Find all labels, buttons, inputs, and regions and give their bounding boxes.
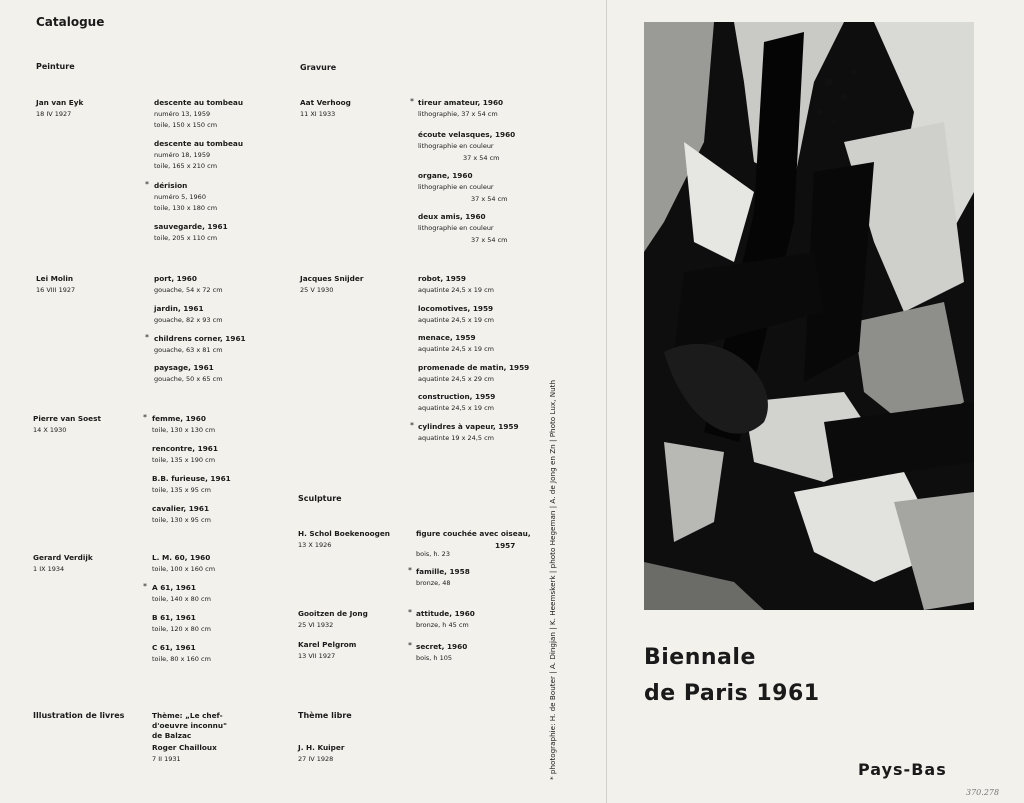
work-title: deux amis, 1960: [418, 212, 486, 221]
work-title: robot, 1959: [418, 274, 466, 283]
work-detail: gouache, 63 x 81 cm: [154, 346, 223, 354]
theme-line: d'oeuvre inconnu": [152, 721, 227, 730]
work-detail: gouache, 50 x 65 cm: [154, 375, 223, 383]
theme-libre-heading: Thème libre: [298, 711, 352, 720]
gravure-heading: Gravure: [300, 63, 337, 72]
artist-date: 16 VIII 1927: [36, 286, 76, 294]
work-detail: gouache, 54 x 72 cm: [154, 286, 223, 294]
work-title: descente au tombeau: [154, 98, 244, 107]
photo-asterisk: *: [145, 333, 149, 342]
artist-name: Jacques Snijder: [300, 274, 364, 283]
photo-asterisk: *: [143, 413, 147, 422]
work-title: C 61, 1961: [152, 643, 196, 652]
artist-date: 13 VII 1927: [298, 652, 336, 660]
work-detail: aquatinte 24,5 x 19 cm: [418, 345, 494, 353]
work-title: construction, 1959: [418, 392, 496, 401]
work-title: jardin, 1961: [154, 304, 204, 313]
work-detail: toile, 135 x 190 cm: [152, 456, 216, 464]
work-detail: aquatinte 24,5 x 19 cm: [418, 286, 494, 294]
artist-name: Pierre van Soest: [33, 414, 101, 423]
work-detail: bois, h. 23: [416, 550, 450, 558]
artist-date: 25 VI 1932: [298, 621, 334, 629]
work-title: rencontre, 1961: [152, 444, 218, 453]
work-title: promenade de matin, 1959: [418, 363, 530, 372]
cover-title-line1: Biennale: [644, 645, 756, 670]
photo-credits: * photographie: H. de Bouter | A. Dingjan | K. Heemskerk | photo Hegeman | A. de Jong en Zn | Photo Lux, Nuth: [548, 379, 557, 780]
work-detail: numéro 13, 1959: [154, 110, 211, 118]
work-detail: 37 x 54 cm: [463, 154, 500, 162]
work-title: L. M. 60, 1960: [152, 553, 211, 562]
theme-line: Thème: „Le chef-: [152, 711, 223, 720]
work-detail: lithographie en couleur: [418, 142, 494, 150]
work-detail: numéro 18, 1959: [154, 151, 211, 159]
work-title: cavalier, 1961: [152, 504, 210, 513]
work-detail: aquatinte 19 x 24,5 cm: [418, 434, 494, 442]
work-detail: numéro 5, 1960: [154, 193, 206, 201]
work-detail: toile, 130 x 180 cm: [154, 204, 218, 212]
abstract-artwork-image: [644, 22, 974, 610]
artist-date: 18 IV 1927: [36, 110, 72, 118]
work-detail: bronze, 48: [416, 579, 451, 587]
work-detail: aquatinte 24,5 x 19 cm: [418, 316, 494, 324]
work-detail: lithographie en couleur: [418, 183, 494, 191]
photo-asterisk: *: [410, 421, 414, 430]
artist-date: 11 XI 1933: [300, 110, 336, 118]
theme-line: de Balzac: [152, 731, 192, 740]
work-detail: bois, h 105: [416, 654, 453, 662]
artist-date: 7 II 1931: [152, 755, 181, 763]
work-detail: bronze, h 45 cm: [416, 621, 469, 629]
work-detail: toile, 150 x 150 cm: [154, 121, 218, 129]
work-detail: 37 x 54 cm: [471, 236, 508, 244]
work-detail: toile, 120 x 80 cm: [152, 625, 211, 633]
work-detail: gouache, 82 x 93 cm: [154, 316, 223, 324]
work-title: childrens corner, 1961: [154, 334, 246, 343]
artist-name: J. H. Kuiper: [298, 743, 345, 752]
page-fold: [606, 0, 607, 803]
work-title: attitude, 1960: [416, 609, 475, 618]
work-title: cylindres à vapeur, 1959: [418, 422, 519, 431]
inventory-number: 370.278: [966, 788, 1000, 797]
artist-name: Jan van Eyk: [36, 98, 84, 107]
artist-date: 1 IX 1934: [33, 565, 65, 573]
illustration-heading: Illustration de livres: [33, 711, 125, 720]
artist-date: 27 IV 1928: [298, 755, 334, 763]
work-title: famille, 1958: [416, 567, 470, 576]
work-detail: toile, 100 x 160 cm: [152, 565, 216, 573]
work-detail: toile, 130 x 95 cm: [152, 516, 211, 524]
artist-name: Karel Pelgrom: [298, 640, 357, 649]
artist-date: 13 X 1926: [298, 541, 332, 549]
work-detail: toile, 205 x 110 cm: [154, 234, 218, 242]
work-title: B.B. furieuse, 1961: [152, 474, 231, 483]
work-detail: lithographie, 37 x 54 cm: [418, 110, 498, 118]
catalogue-heading: Catalogue: [36, 15, 105, 29]
photo-asterisk: *: [410, 97, 414, 106]
artist-name: Gerard Verdijk: [33, 553, 93, 562]
artist-name: Lei Molin: [36, 274, 74, 283]
work-title: paysage, 1961: [154, 363, 214, 372]
work-title: menace, 1959: [418, 333, 476, 342]
work-title: figure couchée avec oiseau,: [416, 529, 531, 538]
photo-asterisk: *: [145, 180, 149, 189]
work-title: B 61, 1961: [152, 613, 196, 622]
work-detail: toile, 165 x 210 cm: [154, 162, 218, 170]
work-title: sauvegarde, 1961: [154, 222, 228, 231]
artist-name: H. Schol Boekenoogen: [298, 529, 390, 538]
photo-asterisk: *: [408, 608, 412, 617]
photo-asterisk: *: [408, 641, 412, 650]
artist-name: Gooitzen de Jong: [298, 609, 368, 618]
cover-country: Pays-Bas: [858, 760, 947, 779]
work-title: A 61, 1961: [152, 583, 196, 592]
work-detail: toile, 135 x 95 cm: [152, 486, 211, 494]
photo-asterisk: *: [408, 566, 412, 575]
work-title: dérision: [154, 181, 188, 190]
work-title: tireur amateur, 1960: [418, 98, 504, 107]
artist-name: Aat Verhoog: [300, 98, 351, 107]
work-title: secret, 1960: [416, 642, 468, 651]
photo-asterisk: *: [143, 582, 147, 591]
work-title: locomotives, 1959: [418, 304, 494, 313]
work-detail: toile, 140 x 80 cm: [152, 595, 211, 603]
work-title: organe, 1960: [418, 171, 473, 180]
work-detail: toile, 80 x 160 cm: [152, 655, 211, 663]
work-detail: aquatinte 24,5 x 29 cm: [418, 375, 494, 383]
work-detail: lithographie en couleur: [418, 224, 494, 232]
work-title: femme, 1960: [152, 414, 206, 423]
work-title: descente au tombeau: [154, 139, 244, 148]
peinture-heading: Peinture: [36, 62, 75, 71]
work-title: écoute velasques, 1960: [418, 130, 516, 139]
work-detail: 37 x 54 cm: [471, 195, 508, 203]
work-title: 1957: [495, 541, 516, 550]
artist-date: 14 X 1930: [33, 426, 67, 434]
work-detail: aquatinte 24,5 x 19 cm: [418, 404, 494, 412]
work-title: port, 1960: [154, 274, 197, 283]
artist-name: Roger Chailloux: [152, 743, 217, 752]
sculpture-heading: Sculpture: [298, 494, 342, 503]
work-detail: toile, 130 x 130 cm: [152, 426, 216, 434]
cover-title-line2: de Paris 1961: [644, 681, 820, 706]
artist-date: 25 V 1930: [300, 286, 334, 294]
